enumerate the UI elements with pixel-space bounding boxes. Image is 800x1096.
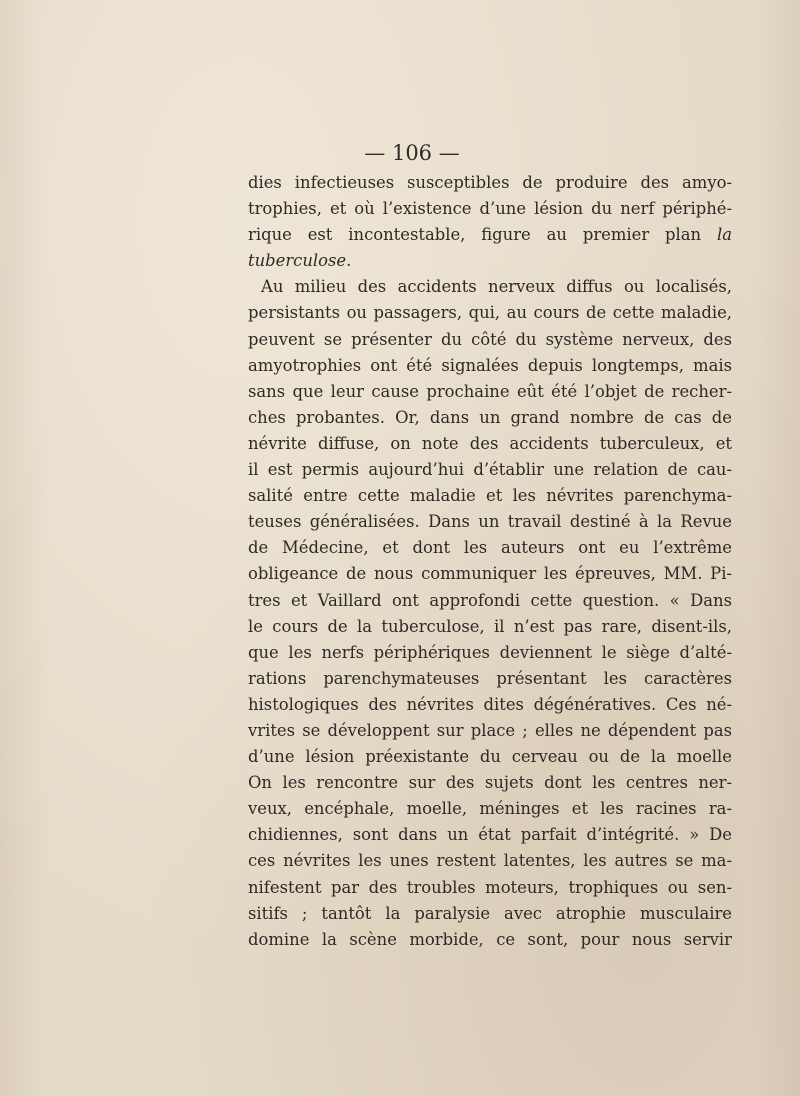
text-line: [248, 274, 732, 300]
line-text: rations parenchymateuses présentant les caractères: [248, 668, 732, 688]
text-line: [248, 535, 732, 561]
line-text: trophies, et où l’existence d’une lésion du nerf périphé-: [248, 199, 732, 219]
line-text: vrites se développent sur place ; elles ne dépendent pas: [248, 720, 732, 740]
italic-text: la: [716, 225, 732, 245]
text-line: [248, 927, 732, 953]
line-text: sitifs ; tantôt la paralysie avec atrophie musculaire: [248, 903, 732, 923]
text-line: [248, 353, 732, 379]
text-line: [248, 718, 732, 744]
line-text: obligeance de nous communiquer les épreuves, MM. Pi-: [248, 564, 732, 584]
line-text: amyotrophies ont été signalées depuis longtemps, mais: [248, 355, 732, 375]
text-line: [248, 431, 732, 457]
text-line: [248, 222, 732, 248]
line-text: chidiennes, sont dans un état parfait d’intégrité. » De: [248, 825, 732, 845]
line-text: le cours de la tuberculose, il n’est pas rare, disent-ils,: [248, 616, 732, 636]
text-line: [248, 483, 732, 509]
line-text: Au milieu des accidents nerveux diffus ou localisés,: [261, 277, 732, 297]
page-number: — 106 —: [364, 141, 460, 165]
line-text: d’une lésion préexistante du cerveau ou de la moelle: [248, 747, 732, 767]
line-text: ches probantes. Or, dans un grand nombre de cas de: [248, 407, 732, 427]
line-text: persistants ou passagers, qui, au cours de cette maladie,: [248, 303, 732, 323]
text-line: [248, 379, 732, 405]
text-line: [248, 744, 732, 770]
line-text: névrite diffuse, on note des accidents tuberculeux, et: [248, 433, 732, 453]
line-text: domine la scène morbide, ce sont, pour nous servir: [248, 929, 732, 949]
text-line: [248, 405, 732, 431]
line-text: rique est incontestable, figure au premier plan: [248, 225, 717, 245]
text-line: [248, 692, 732, 718]
line-text: que les nerfs périphériques deviennent le siège d’alté-: [248, 642, 732, 662]
text-line: [248, 875, 732, 901]
text-line: [248, 588, 732, 614]
line-text: sans que leur cause prochaine eût été l’objet de recher-: [248, 381, 732, 401]
text-line: [248, 796, 732, 822]
line-text: veux, encéphale, moelle, méninges et les racines ra-: [248, 799, 732, 819]
text-line: [248, 170, 732, 196]
line-text: ces névrites les unes restent latentes, les autres se ma-: [248, 851, 732, 871]
line-text: teuses généralisées. Dans un travail destiné à la Revue: [248, 512, 732, 532]
text-line: [248, 614, 732, 640]
text-line: [248, 300, 732, 326]
line-text: dies infectieuses susceptibles de produire des amyo-: [248, 173, 732, 192]
line-text: nifestent par des troubles moteurs, trophiques ou sen-: [248, 877, 732, 897]
line-text: de Médecine, et dont les auteurs ont eu l’extrême: [248, 538, 732, 558]
line-text: histologiques des névrites dites dégénératives. Ces né-: [248, 694, 732, 714]
line-text: tres et Vaillard ont approfondi cette question. « Dans: [248, 590, 732, 610]
text-line: [248, 196, 732, 222]
text-line: [248, 327, 732, 353]
text-line: [248, 770, 732, 796]
line-text: il est permis aujourd’hui d’établir une relation de cau-: [248, 460, 732, 480]
text-line: [248, 666, 732, 692]
text-line: [248, 822, 732, 848]
line-text: peuvent se présenter du côté du système nerveux, des: [248, 329, 732, 349]
italic-text: tuberculose.: [248, 251, 352, 271]
body-text: [248, 170, 732, 953]
line-text: salité entre cette maladie et les névrites parenchyma-: [248, 486, 732, 506]
text-line: [248, 457, 732, 483]
text-line: [248, 509, 732, 535]
line-text: On les rencontre sur des sujets dont les centres ner-: [248, 773, 732, 793]
text-line: [248, 901, 732, 927]
text-line: [248, 561, 732, 587]
text-line: [248, 248, 732, 274]
text-line: [248, 640, 732, 666]
text-line: [248, 848, 732, 874]
